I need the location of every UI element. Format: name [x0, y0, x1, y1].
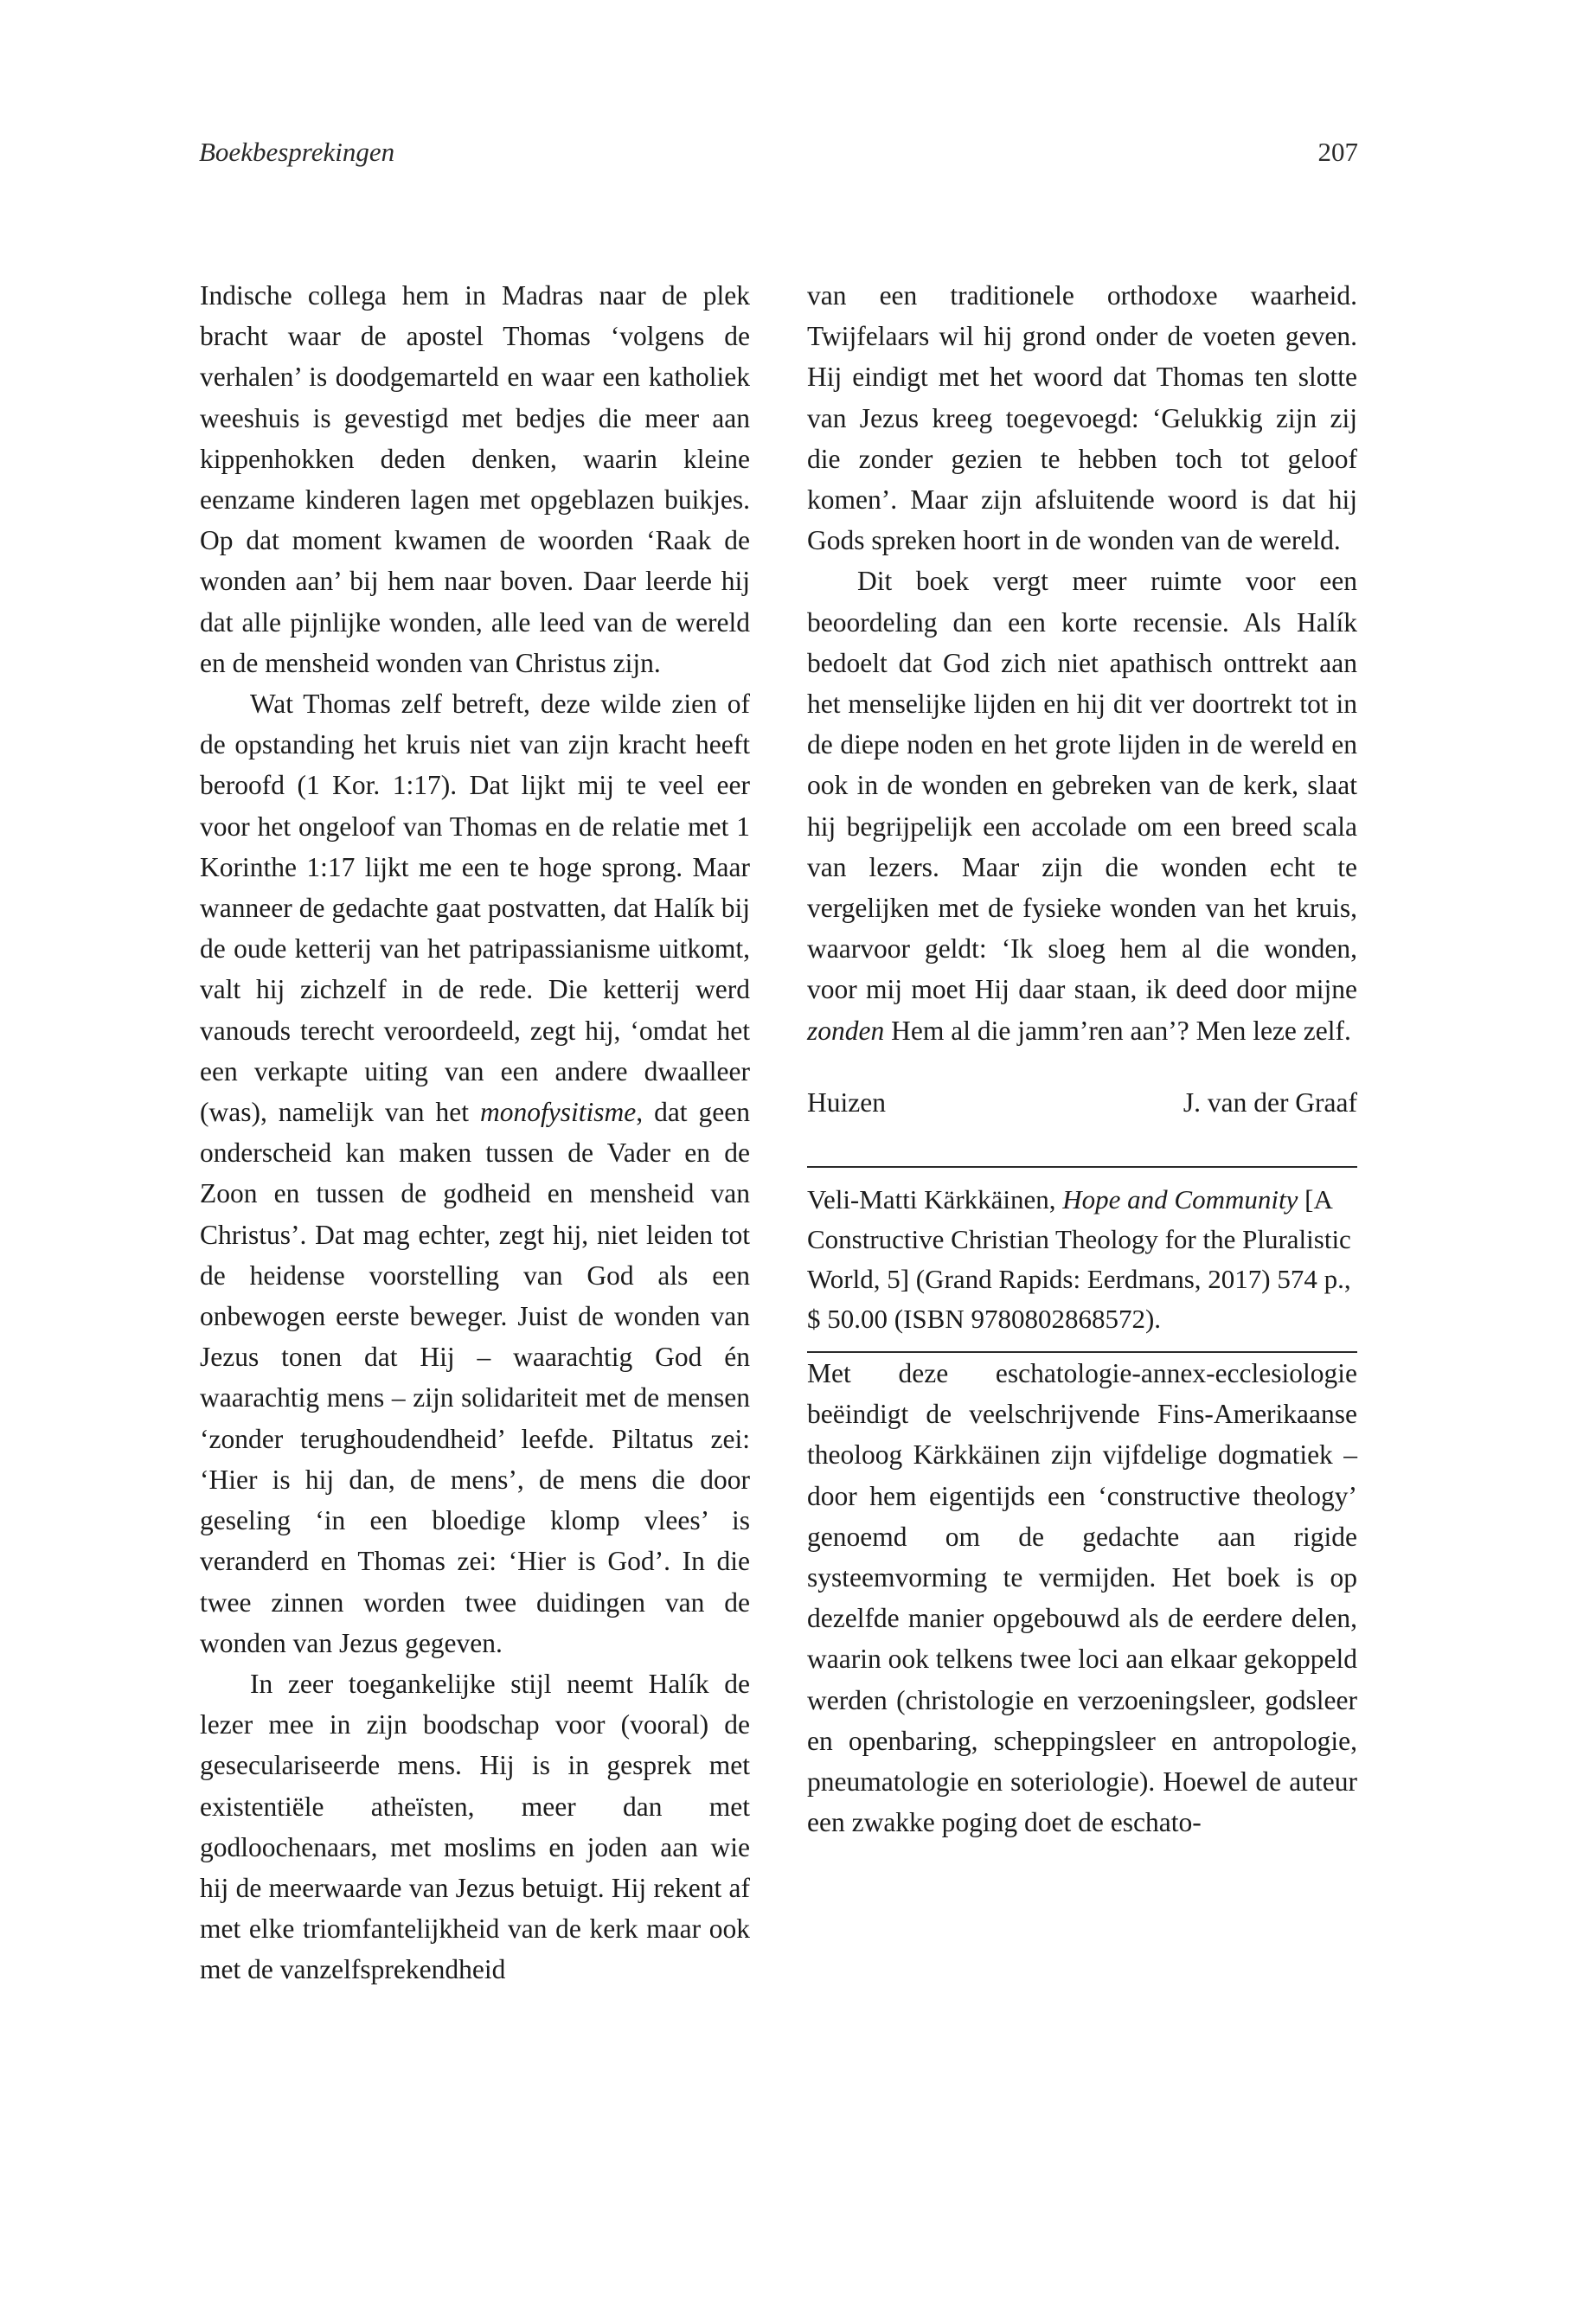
signature-place: Huizen	[807, 1086, 886, 1118]
running-head: Boekbesprekingen	[199, 137, 395, 167]
book-title: Hope and Community	[1062, 1184, 1298, 1215]
paragraph-text: Hem al die jamm’ren aan’? Men leze zelf.	[884, 1015, 1351, 1046]
divider-top	[807, 1166, 1357, 1168]
book-author: Veli-Matti Kärkkäinen,	[807, 1184, 1063, 1215]
paragraph-style: In zeer toegankelijke stijl neemt Halík de lezer mee in zijn boodschap voor (vooral) de geseculariseerde mens. Hij is in gesprek met existentiële atheïsten, meer dan met godloochenaars, met moslims en joden aan wie hij de meerwaarde van Jezus betuigt. Hij rekent af met elke triomfantelijkheid van de kerk maar ook met de vanzelfsprekendheid	[200, 1668, 750, 1985]
book-details: [A Constructive Christian Theology for the Pluralistic World, 5] (Grand Rapids: Eerdmans, 2017) 574 p., $ 50.00 (ISBN 9780802868572).	[807, 1184, 1351, 1335]
review-signature	[807, 1082, 1357, 1123]
paragraph-assessment	[807, 561, 1357, 1050]
left-column	[200, 275, 750, 1990]
book-reference	[807, 1180, 1357, 1339]
italic-term: monofysitisme	[479, 1097, 637, 1128]
paragraph-text: Wat Thomas zelf betreft, deze wilde zien of de opstanding het kruis niet van zijn kracht heeft beroofd (1 Kor. 1:17). Dat lijkt mij te veel eer voor het ongeloof van Thomas en de relatie met 1 Korinthe 1:17 lijkt me een te hoge sprong. Maar wanneer de gedachte gaat postvatten, dat Halík bij de oude ketterij van het patripassianisme uitkomt, valt hij zichzelf in de rede. Die ketterij werd vanouds terecht veroordeeld, zegt hij, ‘omdat het een verkapte uiting van een andere dwaalleer (was), namelijk van het	[200, 689, 750, 1128]
paragraph-text: , dat geen onderscheid kan maken tussen de Vader en de Zoon en tussen de godheid en mensheid van Christus’. Dat mag echter, zegt hij, niet leiden tot de heidense voorstelling van God als een onbewogen eerste beweger. Juist de wonden van Jezus tonen dat Hij – waarachtig God én waarachtig mens – zijn solidariteit met de mensen ‘zonder terughoudendheid’ leefde. Piltatus zei: ‘Hier is hij dan, de mens’, de mens die door geseling ‘in een bloedige klomp vlees’ is veranderd en Thomas zei: ‘Hier is God’. In die twee zinnen worden twee duidingen van de wonden van Jezus gegeven.	[200, 1097, 750, 1658]
right-column	[807, 275, 1357, 1843]
paragraph-continuation: van een traditionele orthodoxe waarheid. Twijfelaars wil hij grond onder de voeten geven. Hij eindigt met het woord dat Thomas ten slotte van Jezus kreeg toegevoegd: ‘Gelukkig zijn zij die zonder gezien te hebben toch tot geloof komen’. Maar zijn afsluitende woord is dat hij Gods spreken hoort in de wonden van de wereld.	[807, 280, 1357, 556]
page-number: 207	[1317, 137, 1358, 167]
paragraph-thomas	[200, 683, 750, 1663]
paragraph-continuation: Indische collega hem in Madras naar de plek bracht waar de apostel Thomas ‘volgens de verhalen’ is doodgemarteld en waar een katholiek weeshuis is gevestigd met bedjes die meer aan kippenhokken deden denken, waarin kleine eenzame kinderen lagen met opgeblazen buikjes. Op dat moment kwamen de woorden ‘Raak de wonden aan’ bij hem naar boven. Daar leerde hij dat alle pijnlijke wonden, alle leed van de wereld en de mensheid wonden van Christus zijn.	[200, 280, 750, 678]
paragraph-text: Dit boek vergt meer ruimte voor een beoordeling dan een korte recensie. Als Halík bedoelt dat God zich niet apathisch onttrekt aan het menselijke lijden en hij dit ver doortrekt tot in de diepe noden en het grote lijden in de wereld en ook in de wonden en gebreken van de kerk, slaat hij begrijpelijk een accolade om een breed scala van lezers. Maar zijn die wonden echt te vergelijken met de fysieke wonden van het kruis, waarvoor geldt: ‘Ik sloeg hem al die wonden, voor mij moet Hij daar staan, ik deed door mijne	[807, 566, 1357, 1005]
signature-reviewer: J. van der Graaf	[1183, 1086, 1357, 1118]
italic-term: zonden	[807, 1015, 885, 1046]
paragraph-new-review: Met deze eschatologie-annex-ecclesiologie beëindigt de veelschrijvende Fins-Amerikaanse theoloog Kärkkäinen zijn vijfdelige dogmatiek – door hem eigentijds een ‘constructive theology’ genoemd om de gedachte aan rigide systeemvorming te vermijden. Het boek is op dezelfde manier opgebouwd als de eerdere delen, waarin ook telkens twee loci aan elkaar gekoppeld werden (christologie en verzoeningsleer, godsleer en openbaring, scheppingsleer en antropologie, pneumatologie en soteriologie). Hoewel de auteur een zwakke poging doet de eschato-	[807, 1358, 1357, 1838]
